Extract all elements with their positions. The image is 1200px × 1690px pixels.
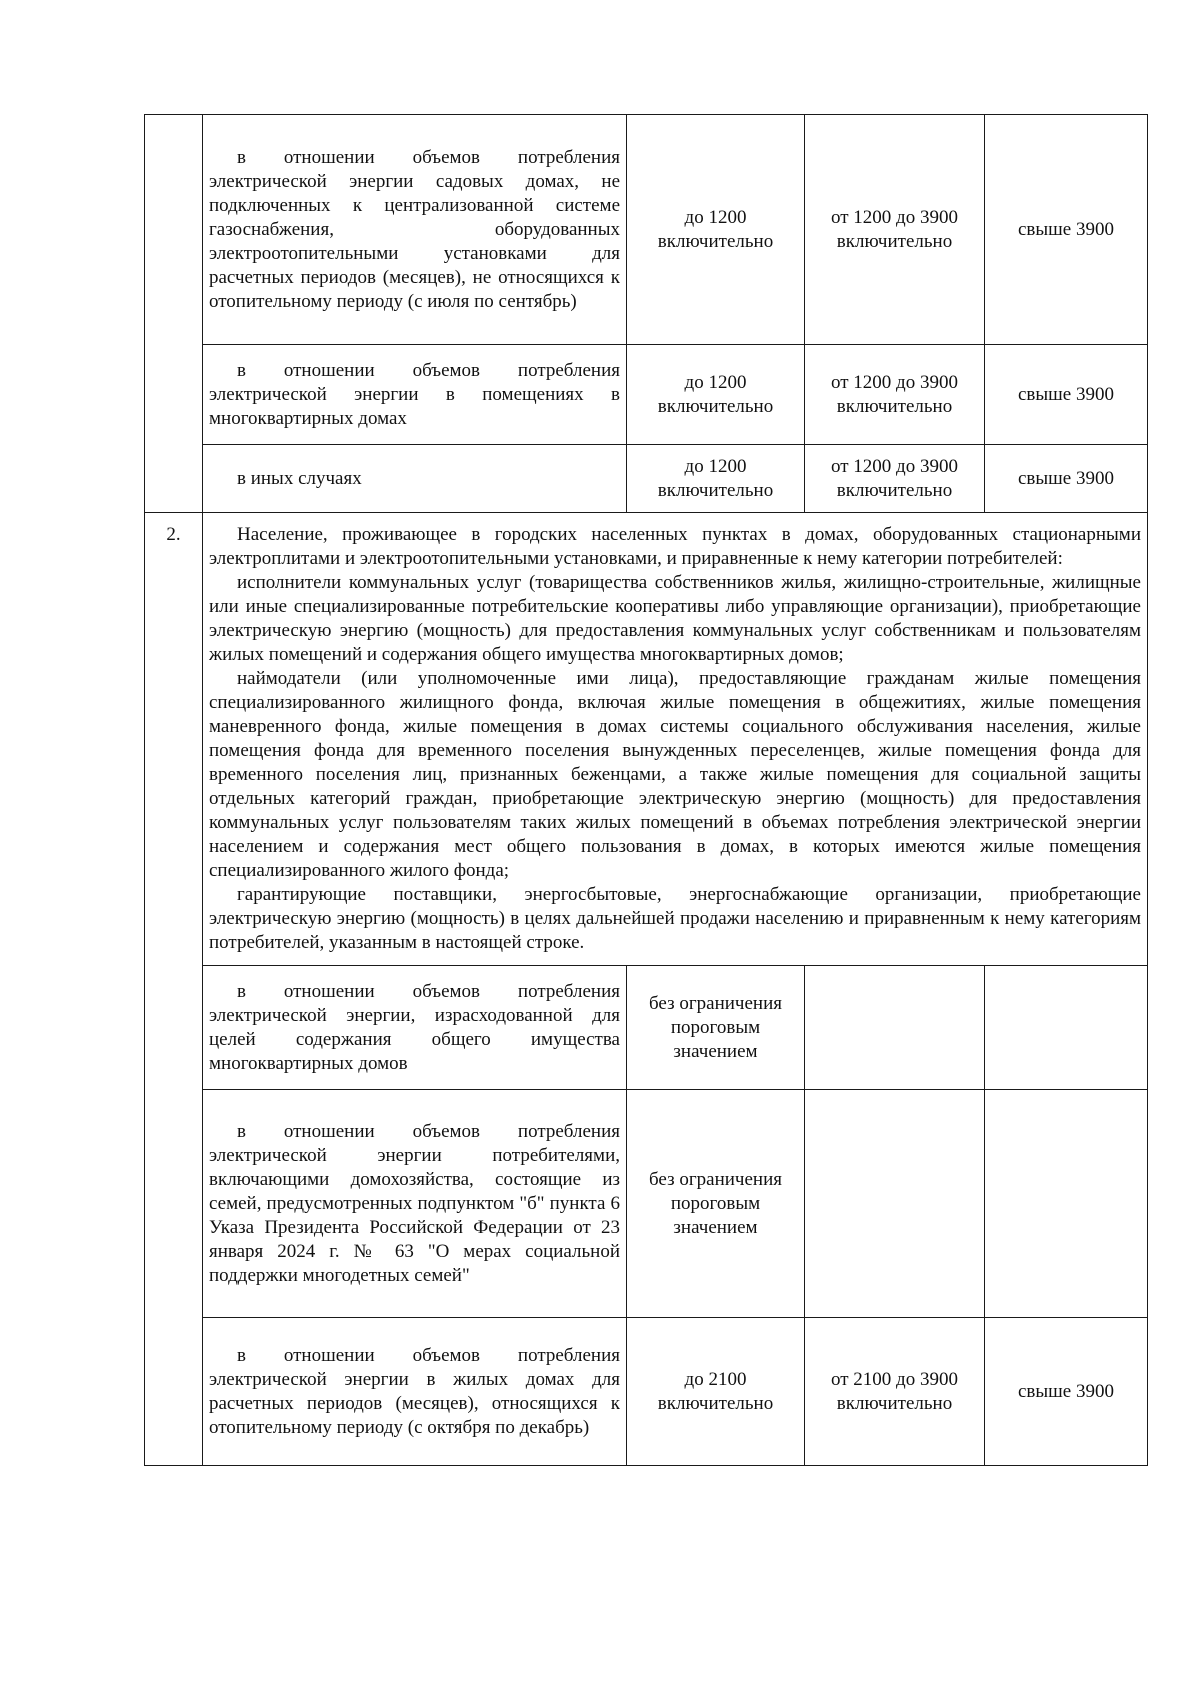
section-2-header-row <box>145 513 1148 966</box>
range2-cell <box>805 966 985 1090</box>
table-row <box>145 445 1148 513</box>
range3-cell <box>985 1090 1148 1318</box>
table-row <box>145 1318 1148 1466</box>
range3-cell <box>985 966 1148 1090</box>
description-cell: в отношении объемов потребления электрической энергии, израсходованной для целей содержания общего имущества многоквартирных домов <box>203 966 627 1090</box>
description-cell: в отношении объемов потребления электрической энергии потребителями, включающими домохозяйства, состоящие из семей, предусмотренных подпунктом "б" пункта 6 Указа Президента Российской Федерации от 23 января 2024 г. № 63 "О мерах социальной поддержки многодетных семей" <box>203 1090 627 1318</box>
range3-cell: свыше 3900 <box>985 445 1148 513</box>
description-cell: в отношении объемов потребления электрической энергии садовых домах, не подключенных к централизованной системе газоснабжения, оборудованных электроотопительными установками для расчетных периодов (месяцев), не относящихся к отопительному периоду (с июля по сентябрь) <box>203 115 627 345</box>
table-row <box>145 1090 1148 1318</box>
description-cell: в отношении объемов потребления электрической энергии в жилых домах для расчетных периодов (месяцев), относящихся к отопительному периоду (с октября по декабрь) <box>203 1318 627 1466</box>
range2-cell: от 1200 до 3900 включительно <box>805 345 985 445</box>
row-number-cell: 2. <box>145 513 203 1466</box>
paragraph: исполнители коммунальных услуг (товарищества собственников жилья, жилищно-строительные, жилищные или иные специализированные потребительские кооперативы либо управляющие организации), приобретающие электрическую энергию (мощность) для предоставления коммунальных услуг собственникам и пользователям жилых помещений и содержания общего имущества многоквартирных домов; <box>209 572 1141 665</box>
range2-cell: от 1200 до 3900 включительно <box>805 115 985 345</box>
range2-cell: от 2100 до 3900 включительно <box>805 1318 985 1466</box>
range3-cell: свыше 3900 <box>985 115 1148 345</box>
section-2-text <box>203 513 1148 966</box>
table-row <box>145 115 1148 345</box>
paragraph: наймодатели (или уполномоченные ими лица), предоставляющие гражданам жилые помещения специализированного жилищного фонда, включая жилые помещения в общежитиях, жилые помещения маневренного фонда, жилые помещения в домах системы социального обслуживания населения, жилые помещения фонда для временного поселения вынужденных переселенцев, жилые помещения фонда для временного поселения лиц, признанных беженцами, а также жилые помещения для социальной защиты отдельных категорий граждан, приобретающие электрическую энергию (мощность) для предоставления коммунальных услуг пользователям таких жилых помещений в объемах потребления электрической энергии населением и содержания мест общего пользования в домах, в которых имеются жилые помещения специализированного жилого фонда; <box>209 668 1141 881</box>
table-row <box>145 345 1148 445</box>
range1-cell: без ограничения пороговым значением <box>627 966 805 1090</box>
range2-cell <box>805 1090 985 1318</box>
range2-cell: от 1200 до 3900 включительно <box>805 445 985 513</box>
paragraph: Население, проживающее в городских населенных пунктах в домах, оборудованных стационарными электроплитами и электроотопительными установками, и приравненные к нему категории потребителей: <box>209 524 1141 569</box>
range1-cell: до 2100 включительно <box>627 1318 805 1466</box>
range3-cell: свыше 3900 <box>985 1318 1148 1466</box>
range1-cell: до 1200 включительно <box>627 345 805 445</box>
table-row <box>145 966 1148 1090</box>
range1-cell: без ограничения пороговым значением <box>627 1090 805 1318</box>
tariff-table <box>144 114 1148 1466</box>
description-cell: в иных случаях <box>203 445 627 513</box>
range1-cell: до 1200 включительно <box>627 115 805 345</box>
row-number-cell <box>145 115 203 513</box>
paragraph: гарантирующие поставщики, энергосбытовые, энергоснабжающие организации, приобретающие электрическую энергию (мощность) в целях дальнейшей продажи населению и приравненным к нему категориям потребителей, указанным в настоящей строке. <box>209 884 1141 953</box>
range3-cell: свыше 3900 <box>985 345 1148 445</box>
description-cell: в отношении объемов потребления электрической энергии в помещениях в многоквартирных домах <box>203 345 627 445</box>
range1-cell: до 1200 включительно <box>627 445 805 513</box>
